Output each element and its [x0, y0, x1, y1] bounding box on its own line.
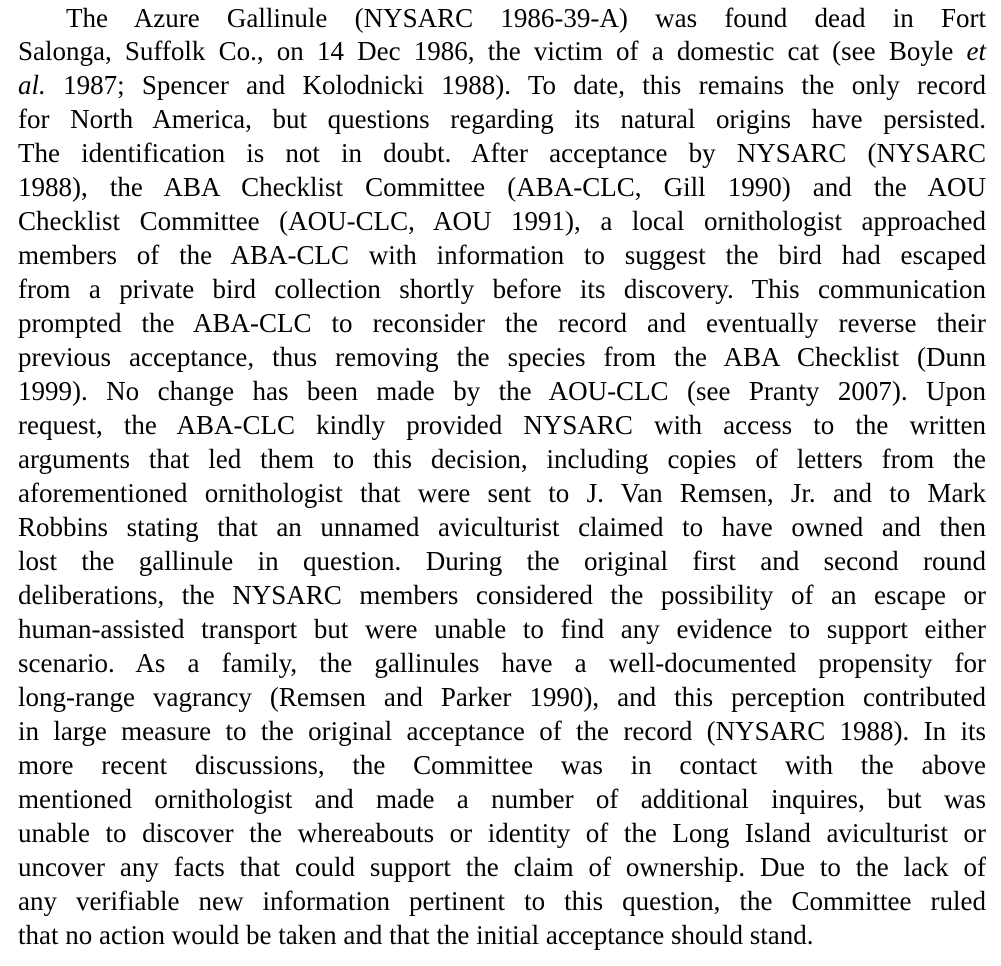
- paragraph-line: arguments that led them to this decision, including copies of letters from the: [18, 444, 986, 474]
- paragraph-line: The identification is not in doubt. After acceptance by NYSARC (NYSARC: [18, 138, 986, 168]
- paragraph-line: al. 1987; Spencer and Kolodnicki 1988). To date, this remains the only record: [18, 70, 986, 100]
- italic-citation-term: et: [966, 36, 986, 66]
- paragraph-line: human-assisted transport but were unable to find any evidence to support either: [18, 614, 986, 644]
- paragraph-line: 1999). No change has been made by the AOU-CLC (see Pranty 2007). Upon: [18, 376, 986, 406]
- paragraph-line: mentioned ornithologist and made a number of additional inquires, but was: [18, 784, 986, 814]
- paragraph-line: that no action would be taken and that the initial acceptance should stand.: [18, 920, 814, 950]
- paragraph-line: Robbins stating that an unnamed aviculturist claimed to have owned and then: [18, 512, 986, 542]
- paragraph-line: unable to discover the whereabouts or identity of the Long Island aviculturist or: [18, 818, 986, 848]
- paragraph-line: deliberations, the NYSARC members considered the possibility of an escape or: [18, 580, 986, 610]
- paragraph-line: Salonga, Suffolk Co., on 14 Dec 1986, the victim of a domestic cat (see Boyle et: [18, 36, 986, 66]
- paragraph-line: request, the ABA-CLC kindly provided NYSARC with access to the written: [18, 410, 986, 440]
- paragraph-line: members of the ABA-CLC with information to suggest the bird had escaped: [18, 240, 986, 270]
- paragraph-line: any verifiable new information pertinent to this question, the Committee ruled: [18, 886, 986, 916]
- paragraph-line: previous acceptance, thus removing the species from the ABA Checklist (Dunn: [18, 342, 986, 372]
- paragraph-line: The Azure Gallinule (NYSARC 1986-39-A) was found dead in Fort: [66, 3, 986, 33]
- paragraph-line: from a private bird collection shortly before its discovery. This communication: [18, 274, 986, 304]
- paragraph-line: aforementioned ornithologist that were sent to J. Van Remsen, Jr. and to Mark: [18, 478, 986, 508]
- paragraph-line: Checklist Committee (AOU-CLC, AOU 1991), a local ornithologist approached: [18, 206, 986, 236]
- paragraph-line: more recent discussions, the Committee was in contact with the above: [18, 750, 986, 780]
- paragraph-line: uncover any facts that could support the claim of ownership. Due to the lack of: [18, 852, 986, 882]
- italic-citation-term: al.: [18, 70, 46, 100]
- paragraph-line: long-range vagrancy (Remsen and Parker 1990), and this perception contributed: [18, 682, 986, 712]
- paragraph-line: prompted the ABA-CLC to reconsider the record and eventually reverse their: [18, 308, 986, 338]
- paragraph-line: scenario. As a family, the gallinules have a well-documented propensity for: [18, 648, 986, 678]
- paragraph-line: for North America, but questions regarding its natural origins have persisted.: [18, 104, 986, 134]
- paragraph-line: 1988), the ABA Checklist Committee (ABA-CLC, Gill 1990) and the AOU: [18, 172, 986, 202]
- paragraph-line: lost the gallinule in question. During the original first and second round: [18, 546, 986, 576]
- paragraph-line: in large measure to the original acceptance of the record (NYSARC 1988). In its: [18, 716, 986, 746]
